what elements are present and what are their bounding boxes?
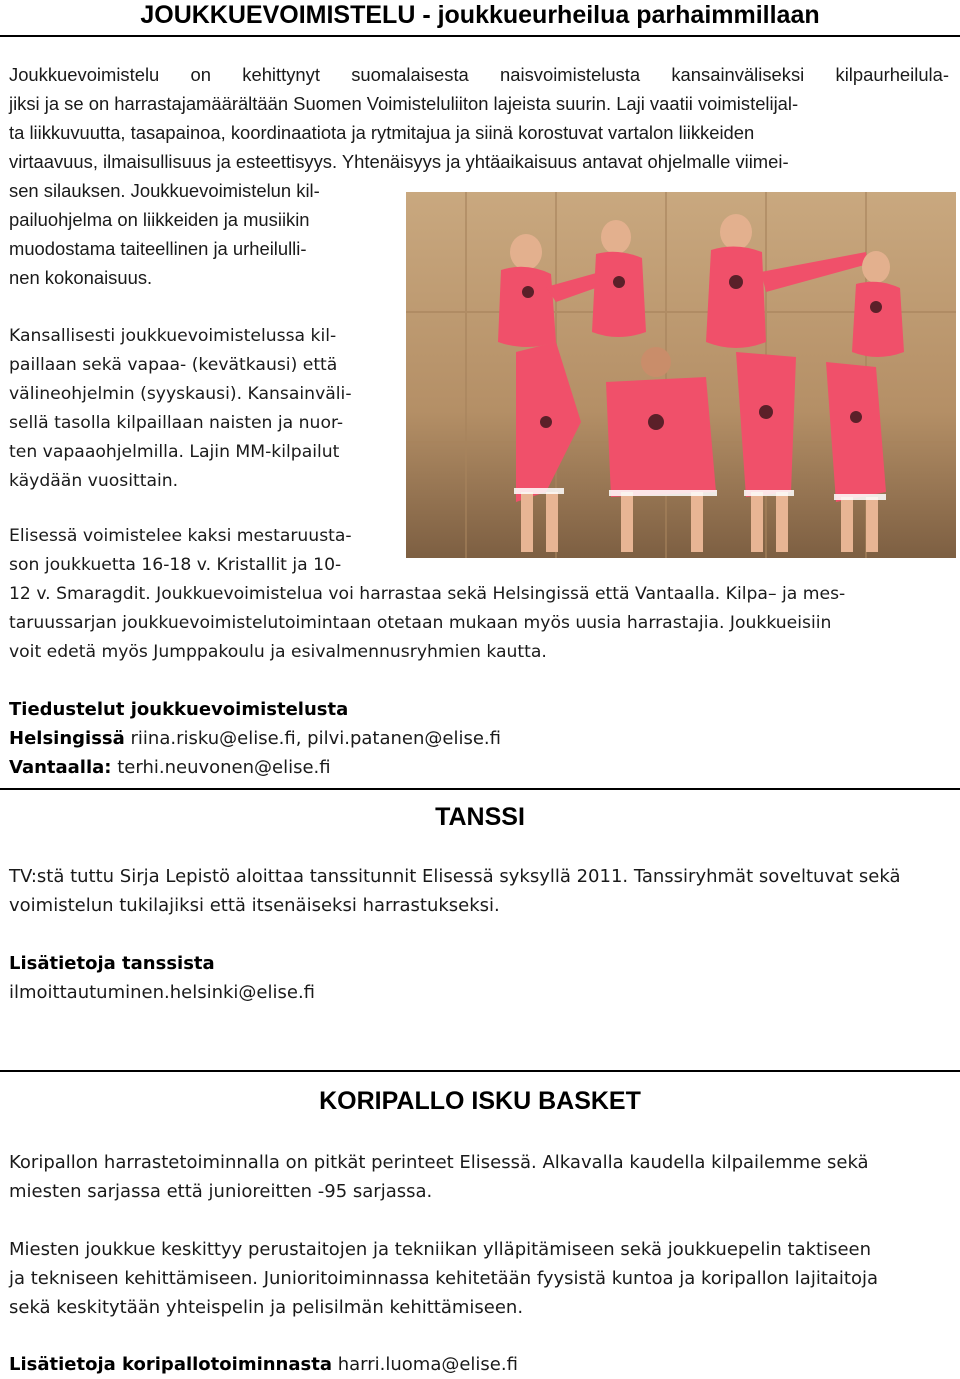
text-line: voimistelun tukilajiksi että itsenäiseksi harrastukseksi.	[9, 895, 500, 916]
helsinki-emails[interactable]: riina.risku@elise.fi, pilvi.patanen@elise.fi	[130, 728, 501, 749]
text-line: käydään vuosittain.	[9, 471, 179, 491]
basketball-para-1	[9, 1148, 949, 1206]
basketball-title: KORIPALLO ISKU BASKET	[319, 1087, 641, 1115]
gymnastics-elisessa-continued	[9, 580, 949, 667]
gymnastics-title: JOUKKUEVOIMISTELU - joukkueurheilua parhaimmillaan	[140, 1, 820, 29]
contact-heading: Tiedustelut joukkuevoimistelusta	[9, 699, 349, 720]
dance-body	[9, 862, 949, 920]
text-line: muodostama taiteellinen ja urheilulli-	[9, 238, 307, 259]
vantaa-email[interactable]: terhi.neuvonen@elise.fi	[117, 757, 331, 778]
text-line: miesten sarjassa että junioreitten -95 sarjassa.	[9, 1181, 433, 1202]
title-underline	[0, 35, 960, 37]
gymnastics-national	[9, 322, 395, 496]
basketball-contact	[9, 1350, 518, 1379]
dance-contact	[9, 949, 315, 1007]
text-line: Miesten joukkue keskittyy perustaitojen ja tekniikan ylläpitämiseen sekä joukkuepelin taktiseen	[9, 1239, 872, 1260]
gymnastics-elisessa	[9, 522, 395, 580]
dance-info-heading: Lisätietoja tanssista	[9, 953, 215, 974]
dance-title: TANSSI	[435, 803, 525, 831]
gymnastics-intro	[9, 60, 949, 176]
text-line: Joukkuevoimistelu on kehittynyt suomalaisesta naisvoimistelusta kansainväliseksi kilpaurheilula-	[9, 64, 949, 85]
contact-vantaa	[9, 753, 501, 782]
text-line: sekä keskitytään yhteispelin ja pelisilmän kehittämiseen.	[9, 1297, 524, 1318]
text-line: välineohjelmin (syyskausi). Kansainväli-	[9, 384, 352, 404]
gymnasts-illustration	[406, 192, 956, 558]
text-line: taruussarjan joukkuevoimistelutoimintaan otetaan mukaan myös uusia harrastajia. Joukkueisiin	[9, 613, 832, 633]
text-line: ta liikkuvuutta, tasapainoa, koordinaatiota ja rytmitajua ja siinä korostuvat vartalon liikkeiden	[9, 122, 755, 143]
basketball-info	[9, 1350, 518, 1379]
gymnastics-team-photo	[406, 192, 956, 558]
text-line: Kansallisesti joukkuevoimistelussa kil-	[9, 326, 337, 346]
contact-helsinki	[9, 724, 501, 753]
text-line: TV:stä tuttu Sirja Lepistö aloittaa tanssitunnit Elisessä syksyllä 2011. Tanssiryhmät soveltuvat sekä	[9, 866, 901, 887]
text-line: sellä tasolla kilpaillaan naisten ja nuor-	[9, 413, 344, 433]
text-line: 12 v. Smaragdit. Joukkuevoimistelua voi harrastaa sekä Helsingissä että Vantaalla. Kilpa– ja mes-	[9, 584, 846, 604]
text-line: voit edetä myös Jumppakoulu ja esivalmennusryhmien kautta.	[9, 642, 547, 662]
vantaa-label: Vantaalla:	[9, 757, 112, 778]
text-line: nen kokonaisuus.	[9, 267, 153, 288]
section-divider	[0, 1070, 960, 1072]
basketball-info-label: Lisätietoja koripallotoiminnasta	[9, 1354, 332, 1375]
text-line: virtaavuus, ilmaisullisuus ja esteettisyys. Yhtenäisyys ja yhtäaikaisuus antavat ohjelmalle viimei-	[9, 151, 789, 172]
text-line: son joukkuetta 16-18 v. Kristallit ja 10-	[9, 555, 342, 575]
text-line: Koripallon harrastetoiminnalla on pitkät perinteet Elisessä. Alkavalla kaudella kilpailemme sekä	[9, 1152, 869, 1173]
text-line: Elisessä voimistelee kaksi mestaruusta-	[9, 526, 352, 546]
dance-info-email[interactable]: ilmoittautuminen.helsinki@elise.fi	[9, 982, 315, 1003]
basketball-info-email[interactable]: harri.luoma@elise.fi	[337, 1354, 518, 1375]
text-line: ja tekniseen kehittämiseen. Junioritoiminnassa kehitetään fyysistä kuntoa ja koripallon lajitaitoja	[9, 1268, 879, 1289]
text-line: jiksi ja se on harrastajamäärältään Suomen Voimisteluliiton lajeista suurin. Laji vaatii voimistelijal-	[9, 93, 799, 114]
section-divider	[0, 788, 960, 790]
text-line: ten vapaaohjelmilla. Lajin MM-kilpailut	[9, 442, 340, 462]
text-line: pailuohjelma on liikkeiden ja musiikin	[9, 209, 310, 230]
text-line: paillaan sekä vapaa- (kevätkausi) että	[9, 355, 338, 375]
gymnastics-contact	[9, 695, 501, 782]
text-line: sen silauksen. Joukkuevoimistelun kil-	[9, 180, 320, 201]
gymnastics-intro-continued	[9, 176, 395, 292]
basketball-para-2	[9, 1235, 949, 1322]
helsinki-label: Helsingissä	[9, 728, 125, 749]
